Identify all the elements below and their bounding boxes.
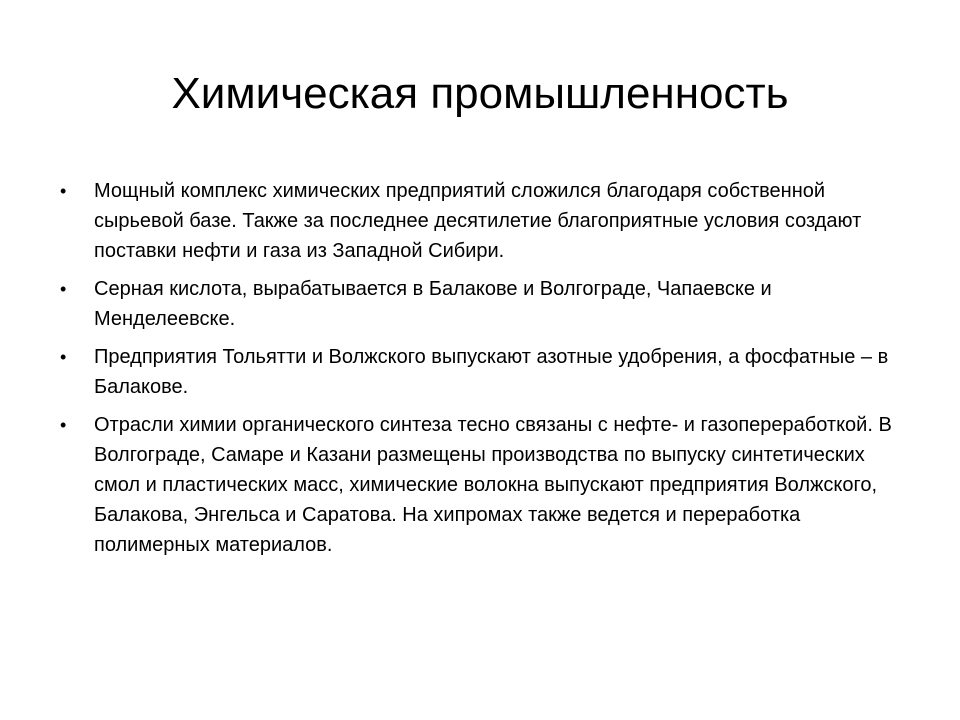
bullet-text: Предприятия Тольятти и Волжского выпускают азотные удобрения, а фосфатные – в Балакове. [94,346,889,398]
bullet-text: Отрасли химии органического синтеза тесно связаны с нефте- и газопереработкой. В Волгограде, Самаре и Казани размещены производства по выпуску синтетических смол и пластических масс, химические волокна выпускают предприятия Волжского, Балакова, Энгельса и Саратова. На хипромах также ведется и переработка полимерных материалов. [94,414,892,556]
bullet-item [60,410,900,560]
bullet-list [60,176,900,568]
bullet-marker: • [60,181,67,201]
bullet-item [60,176,900,266]
bullet-marker: • [60,415,67,435]
bullet-marker: • [60,347,67,367]
bullet-item [60,274,900,334]
bullet-marker: • [60,279,67,299]
bullet-text: Серная кислота, вырабатывается в Балакове и Волгограде, Чапаевске и Менделеевске. [94,278,772,330]
bullet-item [60,342,900,402]
bullet-text: Мощный комплекс химических предприятий сложился благодаря собственной сырьевой базе. Также за последнее десятилетие благоприятные условия создают поставки нефти и газа из Западной Сибири. [94,180,862,262]
slide-title: Химическая промышленность [171,69,789,118]
